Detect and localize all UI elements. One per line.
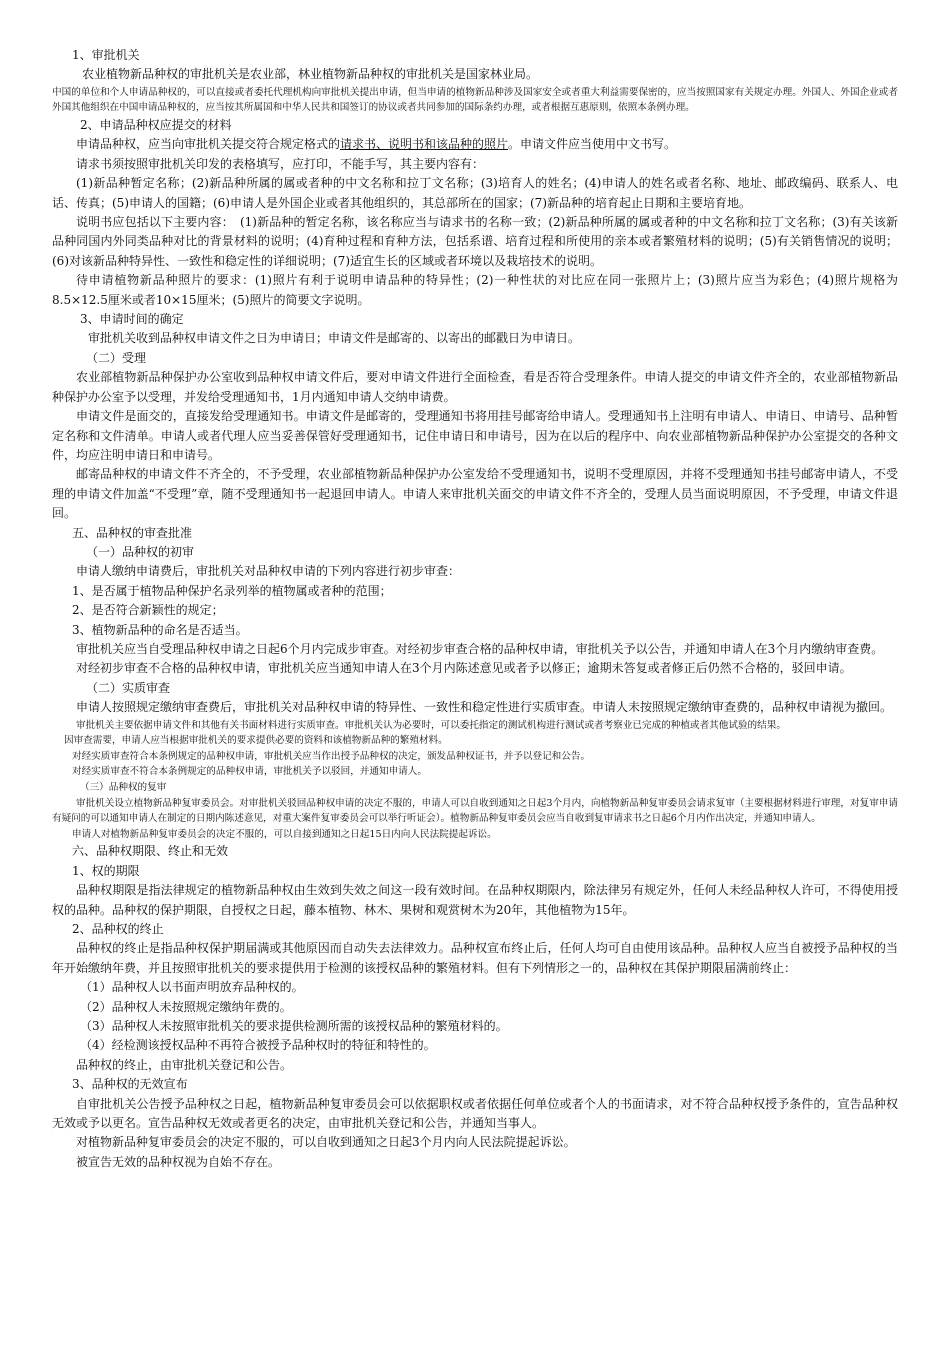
- list-item: （3）品种权人未按照审批机关的要求提供检测所需的该授权品种的繁殖材料的。: [80, 1019, 508, 1033]
- paragraph: 待申请植物新品种照片的要求：(1)照片有利于说明申请品种的特异性；(2)一种性状的对比应在同一张照片上；(3)照片应当为彩色；(4)照片规格为8.5×12.5厘米或者10×15厘米；(5)照片的简要文字说明。: [52, 273, 898, 307]
- paragraph: 被宣告无效的品种权视为自始不存在。: [76, 1154, 281, 1169]
- underlined-text: 请求书、说明书和该品种的照片: [340, 137, 509, 152]
- paragraph: 审批机关设立植物新品种复审委员会。对审批机关驳回品种权申请的决定不服的，申请人可以自收到通知之日起3个月内，向植物新品种复审委员会请求复审（主要根据材料进行审理，对复审申请有疑问的可以通知申请人在制定的日期内陈述意见，对重大案件复审委员会可以举行听证会）。植物新品种复审委员会应当自收到复审请求书之日起6个月内作出决定，并通知申请人。: [52, 797, 898, 825]
- paragraph: 说明书应包括以下主要内容： (1)新品种的暂定名称，该名称应当与请求书的名称一致；(2)新品种所属的属或者种的中文名称和拉丁文名称；(3)有关该新品种同国内外同类品种对比的背景材料的说明；(4)育种过程和育种方法，包括系谱、培育过程和所使用的亲本或者繁殖材料的说明；(5)有关销售情况的说明；(6)对该新品种特异性、一致性和稳定性的详细说明；(7)适宜生长的区域或者环境以及栽培技术的说明。: [52, 215, 898, 268]
- paragraph: 对经初步审查不合格的品种权申请，审批机关应当通知申请人在3个月内陈述意见或者予以修正；逾期未答复或者修正后仍然不合格的，驳回申请。: [76, 661, 852, 676]
- section-heading-approval-authority: 1、审批机关: [72, 48, 140, 62]
- paragraph: 申请文件是面交的，直接发给受理通知书。申请文件是邮寄的，受理通知书将用挂号邮寄给申请人。受理通知书上注明有申请人、申请日、申请号、品种暂定名称和文件清单。申请人或者代理人应当妥善保管好受理通知书，记住申请日和申请号，因为在以后的程序中、向农业部植物新品种保护办公室提交的各种文件，均应注明申请日和申请号。: [52, 409, 898, 462]
- section-heading-filing-date: 3、申请时间的确定: [80, 312, 184, 327]
- list-item: （4）经检测该授权品种不再符合被授予品种权时的特征和特性的。: [80, 1038, 436, 1053]
- section-heading-examination: 五、品种权的审查批准: [72, 525, 193, 540]
- paragraph: [52, 135, 898, 154]
- subsection-heading: （一）品种权的初审: [86, 544, 195, 559]
- paragraph: 品种权期限是指法律规定的植物新品种权由生效到失效之间这一段有效时间。在品种权期限内，除法律另有规定外，任何人未经品种权人许可，不得使用授权的品种。品种权的保护期限，自授权之日起，藤本植物、林木、果树和观赏树木为20年，其他植物为15年。: [52, 883, 898, 917]
- paragraph: 请求书须按照审批机关印发的表格填写，应打印，不能手写，其主要内容有：: [76, 156, 485, 171]
- paragraph: 因审查需要，申请人应当根据审批机关的要求提供必要的资料和该植物新品种的繁殖材料。: [64, 735, 448, 747]
- subsection-heading: 2、品种权的终止: [72, 921, 164, 936]
- paragraph: 品种权的终止是指品种权保护期届满或其他原因而自动失去法律效力。品种权宣布终止后，任何人均可自由使用该品种。品种权人应当自被授予品种权的当年开始缴纳年费，并且按照审批机关的要求提供用于检测的该授权品种的繁殖材料。但有下列情形之一的，品种权在其保护期限届满前终止：: [52, 941, 898, 975]
- list-item: 3、植物新品种的命名是否适当。: [72, 622, 248, 637]
- paragraph: 审批机关收到品种权申请文件之日为申请日；申请文件是邮寄的、以寄出的邮戳日为申请日。: [88, 331, 581, 346]
- paragraph: 品种权的终止，由审批机关登记和公告。: [76, 1057, 293, 1072]
- paragraph: 审批机关应当自受理品种权申请之日起6个月内完成步审查。对经初步审查合格的品种权申请，审批机关予以公告，并通知申请人在3个月内缴纳审查费。: [76, 641, 884, 656]
- paragraph: 中国的单位和个人申请品种权的，可以直接或者委托代理机构向审批机关提出申请，但当申请的植物新品种涉及国家安全或者重大利益需要保密的，应当按照国家有关规定办理。外国人、外国企业或者外国其他组织在中国申请品种权的，应当按其所属国和中华人民共和国签订的协议或者共同参加的国际条约办理，或者根据互惠原则，依照本条例办理。: [52, 86, 898, 114]
- paragraph: 农业植物新品种权的审批机关是农业部，林业植物新品种权的审批机关是国家林业局。: [82, 67, 539, 82]
- subsection-heading: （二）实质审查: [86, 680, 171, 695]
- paragraph: 对经实质审查符合本条例规定的品种权申请，审批机关应当作出授予品种权的决定，颁发品种权证书，并予以登记和公告。: [72, 750, 591, 762]
- paragraph: 申请人缴纳申请费后，审批机关对品种权申请的下列内容进行初步审查：: [76, 564, 461, 579]
- subsection-heading: （三）品种权的复审: [80, 781, 167, 793]
- paragraph: 对植物新品种复审委员会的决定不服的，可以自收到通知之日起3个月内向人民法院提起诉讼。: [76, 1135, 576, 1150]
- section-heading-term-termination-invalidity: 六、品种权期限、终止和无效: [72, 844, 229, 859]
- paragraph: 农业部植物新品种保护办公室收到品种权申请文件后，要对申请文件进行全面检查，看是否符合受理条件。申请人提交的申请文件齐全的，农业部植物新品种保护办公室予以受理，并发给受理通知书，1月内通知申请人交纳申请费。: [52, 370, 898, 404]
- list-item: （2）品种权人未按照规定缴纳年费的。: [80, 999, 292, 1014]
- subsection-heading: 3、品种权的无效宣布: [72, 1077, 188, 1092]
- paragraph: 对经实质审查不符合本条例规定的品种权申请，审批机关予以驳回，并通知申请人。: [72, 766, 427, 778]
- paragraph: 审批机关主要依据申请文件和其他有关书面材料进行实质审查。审批机关认为必要时，可以委托指定的测试机构进行测试或者考察业已完成的种植或者其他试验的结果。: [76, 719, 786, 731]
- text-span: 。申请文件应当使用中文书写。: [508, 137, 677, 152]
- paragraph: 邮寄品种权的申请文件不齐全的，不予受理，农业部植物新品种保护办公室发给不受理通知书，说明不受理原因，并将不受理通知书挂号邮寄申请人，不受理的申请文件加盖“不受理”章，随不受理通知书一起退回申请人。申请人来审批机关面交的申请文件不齐全的，受理人员当面说明原因，不予受理，申请文件退回。: [52, 467, 898, 521]
- list-item: 1、是否属于植物品种保护名录列举的植物属或者种的范围；: [72, 583, 392, 598]
- document-body: [52, 46, 898, 1172]
- subsection-heading: 1、权的期限: [72, 863, 140, 878]
- section-heading-materials: 2、申请品种权应提交的材料: [80, 118, 232, 132]
- paragraph: 申请人按照规定缴纳审查费后，审批机关对品种权申请的特异性、一致性和稳定性进行实质审查。申请人未按照规定缴纳审查费的，品种权申请视为撤回。: [76, 700, 893, 715]
- text-span: 申请品种权，应当向审批机关提交符合规定格式的: [76, 137, 341, 152]
- list-item: （1）品种权人以书面声明放弃品种权的。: [80, 980, 304, 995]
- list-item: 2、是否符合新颖性的规定；: [72, 603, 224, 618]
- paragraph: 申请人对植物新品种复审委员会的决定不服的，可以自接到通知之日起15日内向人民法院提起诉讼。: [72, 828, 497, 840]
- section-heading-acceptance: （二）受理: [86, 350, 147, 365]
- paragraph: (1)新品种暂定名称；(2)新品种所属的属或者种的中文名称和拉丁文名称；(3)培育人的姓名；(4)申请人的姓名或者名称、地址、邮政编码、联系人、电话、传真；(5)申请人的国籍；(6)申请人是外国企业或者其他组织的，其总部所在的国家；(7)新品种的培育起止日期和主要培育地。: [52, 176, 898, 210]
- paragraph: 自审批机关公告授予品种权之日起，植物新品种复审委员会可以依据职权或者依据任何单位或者个人的书面请求，对不符合品种权授予条件的，宣告品种权无效或予以更名。宣告品种权无效或者更名的决定，由审批机关登记和公告，并通知当事人。: [52, 1096, 898, 1131]
